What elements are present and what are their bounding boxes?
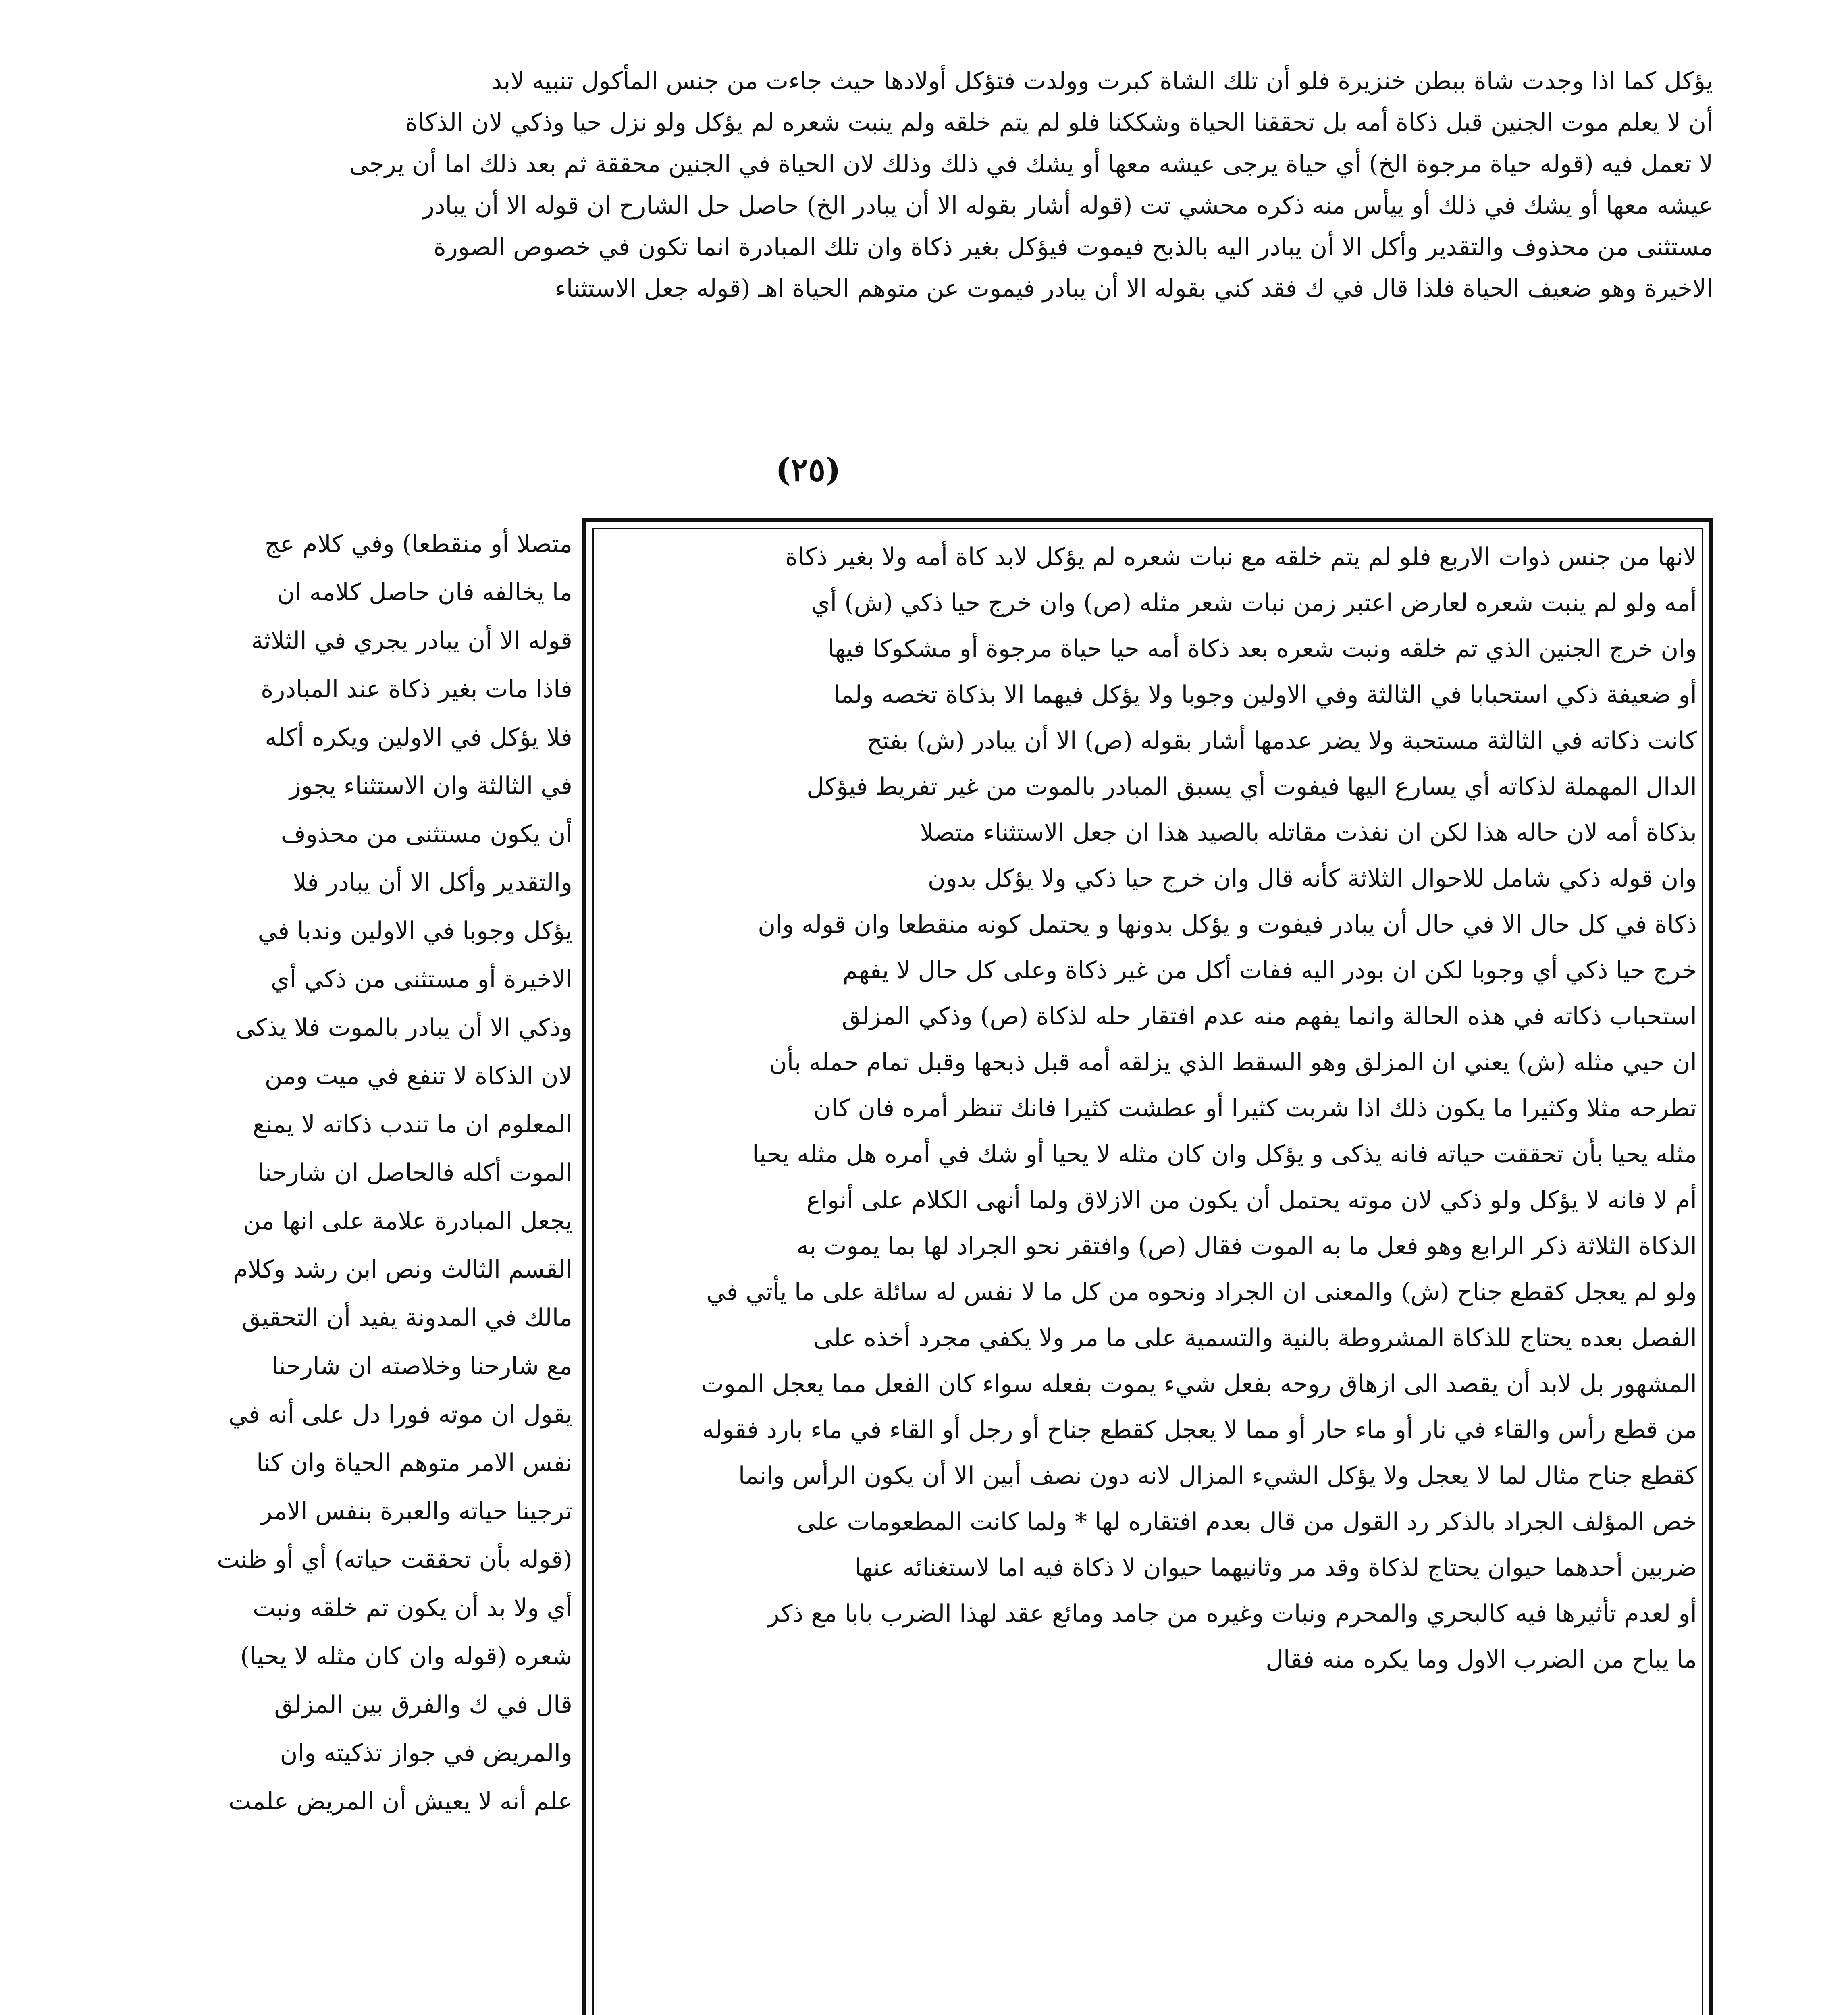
text-line: أو لعدم تأثيرها فيه كالبحري والمحرم ونبات وغيره من جامد ومائع عقد لهذا الضرب بابا مع ذكر — [767, 1600, 1697, 1628]
text-line: مع شارحنا وخلاصته ان شارحنا — [271, 1352, 572, 1380]
text-line: والتقدير وأكل الا أن يبادر فلا — [293, 868, 572, 897]
text-line: استحباب ذكاته في هذه الحالة وانما يفهم منه عدم افتقار حله لذكاة (ص) وذكي المزلق — [842, 1002, 1697, 1030]
text-line: الاخيرة وهو ضعيف الحياة فلذا قال في ك فقد كني بقوله الا أن يبادر فيموت عن متوهم الحياة اهـ (قوله جعل الاستثناء — [555, 274, 1713, 303]
text-line: أمه ولو لم ينبت شعره لعارض اعتبر زمن نبات شعر مثله (ص) وان خرج حيا ذكي (ش) أي — [811, 589, 1697, 617]
text-line: يؤكل وجوبا في الاولين وندبا في — [258, 917, 572, 945]
text-line: لانها من جنس ذوات الاربع فلو لم يتم خلقه مع نبات شعره لم يؤكل لابد كاة أمه ولا بغير ذكاة — [785, 543, 1697, 571]
text-line: أو ضعيفة ذكي استحبابا في الثالثة وفي الاولين وجوبا ولا يؤكل فيهما الا بذكاة تخصه ولما — [833, 681, 1697, 709]
text-line: كقطع جناح مثال لما لا يعجل ولا يؤكل الشيء المزال لانه دون نصف أبين الا أن يكون الرأس وانما — [738, 1462, 1697, 1490]
text-line: يجعل المبادرة علامة على انها من — [243, 1207, 572, 1235]
text-line: فاذا مات بغير ذكاة عند المبادرة — [260, 675, 572, 703]
text-line: القسم الثالث ونص ابن رشد وكلام — [233, 1255, 572, 1284]
text-line: ضربين أحدهما حيوان يحتاج لذكاة وقد مر وثانيهما حيوان لا ذكاة فيه اما لاستغنائه عنها — [854, 1554, 1697, 1582]
text-line: الفصل بعده يحتاج للذكاة المشروطة بالنية والتسمية على ما مر ولا يكفي مجرد أخذه على — [813, 1324, 1697, 1352]
text-line: وان خرج الجنين الذي تم خلقه ونبت شعره بعد ذكاة أمه حيا حياة مرجوة أو مشكوكا فيها — [827, 635, 1697, 663]
text-line: مالك في المدونة يفيد أن التحقيق — [242, 1304, 572, 1332]
text-line: أي ولا بد أن يكون تم خلقه ونبت — [253, 1594, 572, 1622]
text-line: الموت أكله فالحاصل ان شارحنا — [257, 1159, 572, 1187]
text-line: علم أنه لا يعيش أن المريض علمت — [229, 1787, 572, 1816]
text-line: والمريض في جواز تذكيته وان — [280, 1739, 572, 1767]
text-line: فلا يؤكل في الاولين ويكره أكله — [265, 723, 572, 752]
text-line: ذكاة في كل حال الا في حال أن يبادر فيفوت و يؤكل بدونها و يحتمل كونه منقطعا وان قوله وان — [758, 910, 1697, 939]
text-line: يقول ان موته فورا دل على أنه في — [228, 1400, 572, 1429]
text-line: ما يخالفه فان حاصل كلامه ان — [277, 578, 572, 607]
top-commentary — [133, 60, 1713, 310]
main-text — [601, 534, 1697, 1683]
text-line: لان الذكاة لا تنفع في ميت ومن — [264, 1062, 572, 1090]
text-line: مستثنى من محذوف والتقدير وأكل الا أن يبادر اليه بالذبح فيموت فيؤكل بغير ذكاة وان تلك المبادرة انما تكون في خصوص الصورة — [433, 233, 1713, 261]
text-line: خرج حيا ذكي أي وجوبا لكن ان بودر اليه ففات أكل من غير ذكاة وعلى كل حال لا يفهم — [842, 956, 1697, 985]
text-line: قوله الا أن يبادر يجري في الثلاثة — [251, 627, 572, 655]
page-number: (٢٥) — [775, 451, 841, 488]
text-line: الدال المهملة لذكاته أي يسارع اليها فيفوت أي يسبق المبادر بالموت من غير تفريط فيؤكل — [807, 773, 1697, 801]
text-line: أن لا يعلم موت الجنين قبل ذكاة أمه بل تحققنا الحياة وشككنا فلو لم يتم خلقه ولم ينبت شعره لم يؤكل ولو نزل حيا وذكي لان الذكاة — [405, 108, 1713, 137]
text-line: متصلا أو منقطعا) وفي كلام عج — [264, 530, 572, 558]
text-line: كانت ذكاته في الثالثة مستحبة ولا يضر عدمها أشار بقوله (ص) الا أن يبادر (ش) بفتح — [867, 727, 1697, 755]
text-line: في الثالثة وان الاستثناء يجوز — [289, 772, 572, 800]
text-line: الذكاة الثلاثة ذكر الرابع وهو فعل ما به الموت فقال (ص) وافتقر نحو الجراد لها بما يموت به — [796, 1232, 1697, 1260]
text-line: المشهور بل لابد أن يقصد الى ازهاق روحه بفعل شيء يموت بفعله سواء كان الفعل مما يعجل الموت — [701, 1370, 1697, 1398]
text-line: شعره (قوله وان كان مثله لا يحيا) — [240, 1642, 572, 1670]
text-line: يؤكل كما اذا وجدت شاة ببطن خنزيرة فلو أن تلك الشاة كبرت وولدت فتؤكل أولادها حيث جاءت من جنس المأكول تنبيه لابد — [491, 67, 1713, 95]
text-line: بذكاة أمه لان حاله هذا لكن ان نفذت مقاتله بالصيد هذا ان جعل الاستثناء متصلا — [920, 818, 1697, 847]
text-line: وذكي الا أن يبادر بالموت فلا يذكى — [235, 1014, 572, 1042]
text-line: ولو لم يعجل كقطع جناح (ش) والمعنى ان الجراد ونحوه من كل ما لا نفس له سائلة على ما يأتي في — [706, 1278, 1697, 1306]
text-line: نفس الامر متوهم الحياة وان كنا — [256, 1449, 572, 1477]
text-line: وان قوله ذكي شامل للاحوال الثلاثة كأنه قال وان خرج حيا ذكي ولا يؤكل بدون — [927, 864, 1697, 893]
text-line: المعلوم ان ما تندب ذكاته لا يمنع — [252, 1110, 572, 1138]
text-line: عيشه معها أو يشك في ذلك أو ييأس منه ذكره محشي تت (قوله أشار بقوله الا أن يبادر الخ) حاصل حل الشارح ان قوله الا أن يبادر — [422, 191, 1713, 220]
text-line: قال في ك والفرق بين المزلق — [274, 1691, 572, 1719]
text-line: من قطع رأس والقاء في نار أو ماء حار أو مما لا يعجل كقطع جناح أو رجل أو القاء في ماء بارد فقوله — [702, 1416, 1697, 1444]
text-line: أن يكون مستثنى من محذوف — [281, 820, 572, 848]
text-line: لا تعمل فيه (قوله حياة مرجوة الخ) أي حياة يرجى عيشه معها أو يشك في ذلك وذلك لان الحياة في الجنين محققة ثم بعد ذلك اما أن يرجى — [349, 150, 1713, 178]
text-line: الاخيرة أو مستثنى من ذكي أي — [270, 965, 572, 993]
text-line: مثله يحيا بأن تحققت حياته فانه يذكى و يؤكل وان كان مثله لا يحيا أو شك في أمره هل مثله يحيا — [752, 1140, 1697, 1168]
text-line: ما يباح من الضرب الاول وما يكره منه فقال — [1266, 1645, 1697, 1674]
text-line: ان حيي مثله (ش) يعني ان المزلق وهو السقط الذي يزلقه أمه قبل ذبحها وقبل تمام حمله بأن — [769, 1048, 1697, 1076]
text-line: تطرحه مثلا وكثيرا ما يكون ذلك اذا شربت كثيرا أو عطشت كثيرا فانك تنظر أمره فان كان — [813, 1094, 1697, 1122]
text-line: خص المؤلف الجراد بالذكر رد القول من قال بعدم افتقاره لها * ولما كانت المطعومات على — [796, 1508, 1697, 1536]
text-line: أم لا فانه لا يؤكل ولو ذكي لان موته يحتمل أن يكون من الازلاق ولما أنهى الكلام على أنواع — [806, 1186, 1697, 1214]
text-line: (قوله بأن تحققت حياته) أي أو ظنت — [217, 1546, 572, 1574]
side-commentary — [133, 520, 572, 1826]
text-line: ترجينا حياته والعبرة بنفس الامر — [260, 1497, 572, 1525]
